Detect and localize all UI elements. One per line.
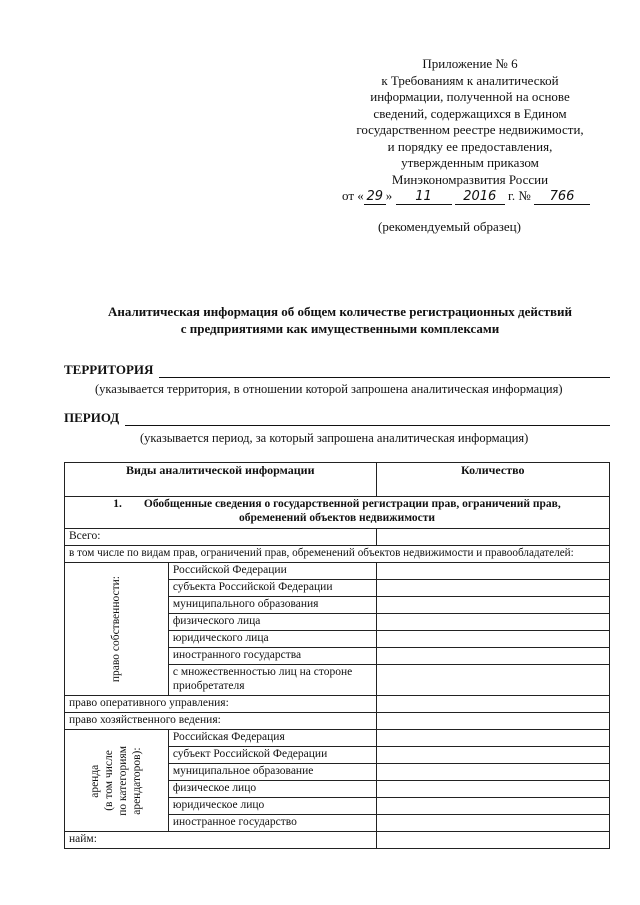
ownership-value-cell[interactable]: [376, 665, 609, 696]
year-suffix: г. №: [508, 188, 531, 203]
ownership-value-cell[interactable]: [376, 580, 609, 597]
analytics-table: [64, 462, 610, 849]
section-1-title: [65, 497, 610, 529]
ownership-value-cell[interactable]: [376, 563, 609, 580]
lease-item-label: иностранное государство: [168, 815, 376, 832]
territory-label: ТЕРРИТОРИЯ: [64, 362, 154, 377]
ownership-item-label: муниципального образования: [168, 597, 376, 614]
section-1-number: 1.: [113, 498, 122, 510]
section-1-line-1: Обобщенные сведения о государственной регистрации прав, ограничений прав,: [143, 498, 561, 510]
document-title: [60, 303, 620, 337]
lease-item-label: муниципальное образование: [168, 764, 376, 781]
recommended-sample-note: (рекомендуемый образец): [378, 219, 521, 234]
section-1-line-2: обременений объектов недвижимости: [238, 512, 436, 524]
operative-value-cell[interactable]: [376, 696, 609, 713]
appendix-line: информации, полученной на основе: [370, 89, 570, 104]
table-row: [65, 546, 610, 563]
ownership-item-label: субъекта Российской Федерации: [168, 580, 376, 597]
header-types: Виды аналитической информации: [65, 463, 377, 497]
order-date-line: [342, 188, 600, 205]
ownership-group-cell: [65, 563, 169, 696]
economic-label: право хозяйственного ведения:: [65, 713, 377, 730]
handwritten-year: 2016: [455, 190, 505, 205]
appendix-header: [340, 56, 600, 205]
lease-item-label: юридическое лицо: [168, 798, 376, 815]
lease-value-cell[interactable]: [376, 815, 609, 832]
lease-group-line: арендаторов):: [131, 746, 144, 815]
section-1-row: [65, 497, 610, 529]
table-header-row: [65, 463, 610, 497]
hire-value-cell[interactable]: [376, 832, 609, 849]
handwritten-day: 29: [364, 190, 386, 205]
territory-note: (указывается территория, в отношении которой запрошена аналитическая информация): [95, 382, 563, 396]
ownership-item-label: физического лица: [168, 614, 376, 631]
appendix-line: сведений, содержащихся в Едином: [373, 105, 567, 121]
handwritten-month: 11: [396, 190, 452, 205]
lease-group-label: [88, 746, 144, 816]
appendix-line: и порядку ее предоставления,: [387, 138, 553, 154]
table-row: [65, 563, 610, 580]
period-blank-line: [125, 413, 610, 426]
handwritten-order-number: 766: [534, 190, 590, 205]
ownership-item-label: Российской Федерации: [168, 563, 376, 580]
table-row: [65, 832, 610, 849]
table-row: [65, 730, 610, 747]
date-sep: »: [385, 188, 393, 203]
lease-value-cell[interactable]: [376, 730, 609, 747]
territory-field: [64, 362, 610, 378]
lease-value-cell[interactable]: [376, 798, 609, 815]
including-label: в том числе по видам прав, ограничений прав, обременений объектов недвижимости и правообладателей:: [65, 546, 610, 563]
territory-blank-line: [159, 365, 610, 378]
appendix-line: Приложение № 6: [422, 56, 518, 71]
ownership-value-cell[interactable]: [376, 614, 609, 631]
period-note: (указывается период, за который запрошена аналитическая информация): [140, 431, 529, 445]
operative-label: право оперативного управления:: [65, 696, 377, 713]
table-row: [65, 696, 610, 713]
lease-group-cell: [65, 730, 169, 832]
date-prefix: от «: [342, 188, 364, 203]
lease-group-line: по категориям: [117, 745, 130, 816]
ownership-value-cell[interactable]: [376, 648, 609, 665]
ownership-group-label: право собственности:: [110, 575, 123, 683]
table-row: [65, 713, 610, 730]
lease-item-label: физическое лицо: [168, 781, 376, 798]
lease-value-cell[interactable]: [376, 747, 609, 764]
title-line-1: Аналитическая информация об общем количестве регистрационных действий: [107, 304, 573, 319]
lease-value-cell[interactable]: [376, 764, 609, 781]
appendix-line: к Требованиям к аналитической: [381, 72, 559, 88]
total-value-cell[interactable]: [376, 529, 609, 546]
lease-item-label: субъект Российской Федерации: [168, 747, 376, 764]
ownership-value-cell[interactable]: [376, 597, 609, 614]
ownership-item-label: юридического лица: [168, 631, 376, 648]
lease-value-cell[interactable]: [376, 781, 609, 798]
lease-item-label: Российская Федерация: [168, 730, 376, 747]
title-line-2: с предприятиями как имущественными комплексами: [180, 321, 500, 336]
table-row: [65, 529, 610, 546]
appendix-line: государственном реестре недвижимости,: [356, 122, 584, 137]
lease-group-line: (в том числе: [103, 750, 116, 811]
ownership-value-cell[interactable]: [376, 631, 609, 648]
lease-group-line: аренда: [89, 763, 102, 798]
appendix-line: утвержденным приказом: [401, 155, 539, 170]
period-label: ПЕРИОД: [64, 410, 120, 425]
ownership-item-label: с множественностью лиц на стороне приобретателя: [168, 665, 376, 696]
total-label: Всего:: [65, 529, 377, 546]
economic-value-cell[interactable]: [376, 713, 609, 730]
appendix-line: Минэкономразвития России: [391, 171, 549, 187]
ownership-item-label: иностранного государства: [168, 648, 376, 665]
period-field: [64, 410, 610, 426]
hire-label: найм:: [65, 832, 377, 849]
header-count: Количество: [376, 463, 609, 497]
